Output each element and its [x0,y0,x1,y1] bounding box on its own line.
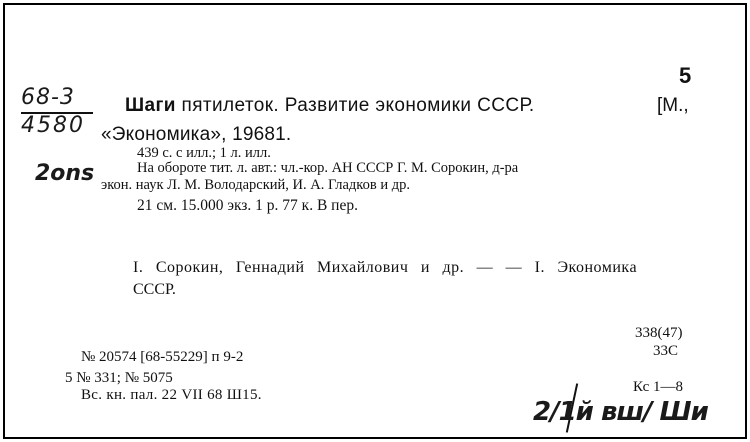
note-line-2: экон. наук Л. М. Володарский, И. А. Гладков и др. [101,177,410,193]
note-line-1: На обороте тит. л. авт.: чл.-кор. АН СССР Г. М. Сорокин, д-ра [137,160,519,176]
handwritten-initials: 2ons [35,161,95,186]
collation: 439 с. с илл.; 1 л. илл. [137,145,271,161]
title-line [125,95,535,117]
publisher-line: «Экономика», 19681. [101,124,292,145]
handwritten-signature: 2/1й вш/ Ши [533,397,708,427]
imprint-place: [М., [657,95,689,116]
tracing-line-1: I. Сорокин, Геннадий Михайлович и др. — — I. Экономика [133,259,638,276]
cipher: Кс 1—8 [633,379,684,395]
order-line-2: 5 № 331; № 5075 [65,370,173,386]
handwritten-call-number-top: 68-3 [21,85,75,110]
order-line-1: № 20574 [68-55229] п 9-2 [81,349,244,365]
title-lead: Шаги [125,95,176,116]
tracing-line-2: СССР. [133,281,176,298]
catalog-card [3,3,747,439]
class-code-1: 338(47) [635,325,683,341]
order-line-3: Вс. кн. пал. 22 VII 68 Ш15. [81,387,262,403]
card-number: 5 [679,63,692,88]
class-code-2: 33С [653,343,679,359]
size-price: 21 см. 15.000 экз. 1 р. 77 к. В пер. [137,197,358,214]
title-rest: пятилеток. Развитие экономики СССР. [175,95,535,116]
handwritten-call-number-bottom: 4580 [21,113,85,138]
